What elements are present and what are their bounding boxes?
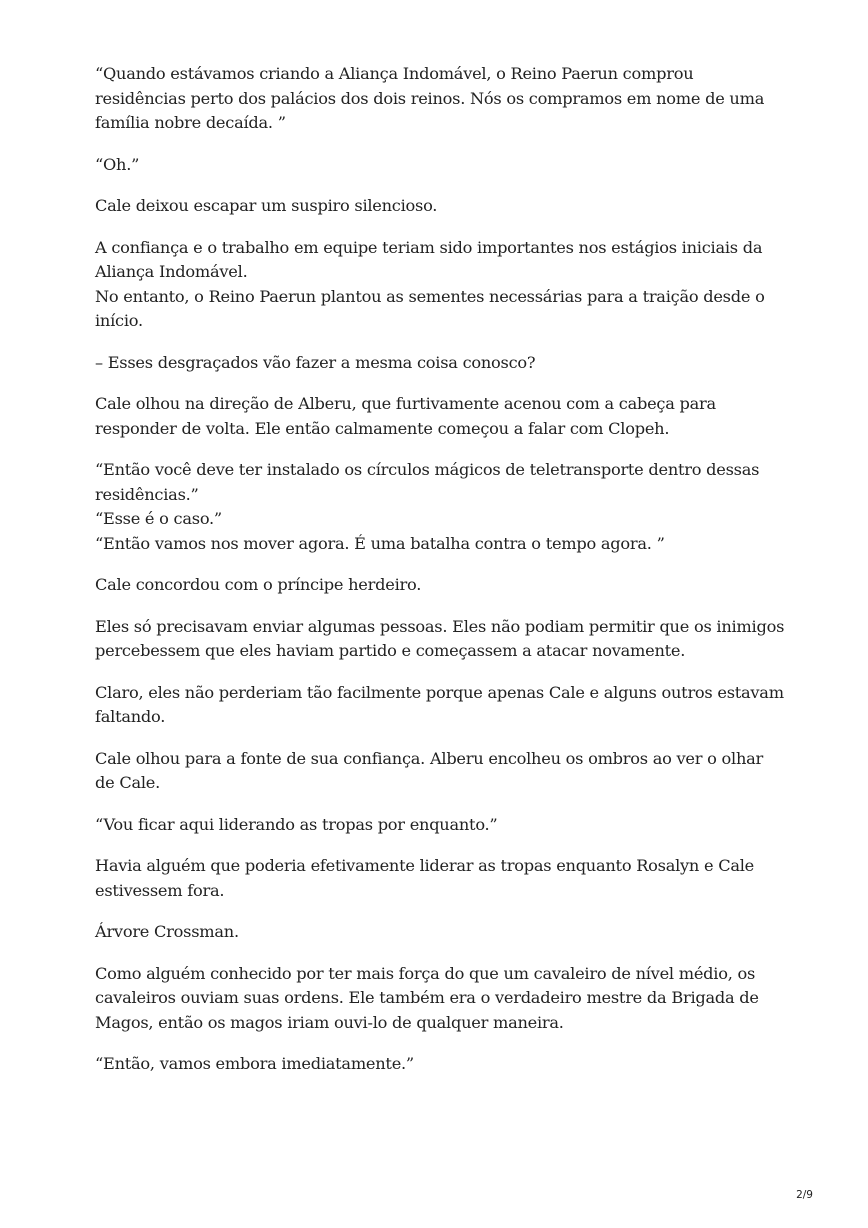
paragraph-line: Cale concordou com o príncipe herdeiro. — [95, 575, 422, 594]
paragraph — [95, 962, 785, 1036]
paragraph-line: – Esses desgraçados vão fazer a mesma coisa conosco? — [95, 352, 536, 372]
paragraph — [95, 1052, 785, 1077]
paragraph-line: A confiança e o trabalho em equipe teriam sido importantes nos estágios iniciais da Aliança Indomável. — [95, 237, 763, 281]
paragraph — [95, 194, 785, 219]
paragraph-line: Cale olhou para a fonte de sua confiança. Alberu encolheu os ombros ao ver o olhar de Cale. — [95, 748, 764, 792]
page-number: 2/9 — [796, 1189, 813, 1201]
paragraph — [95, 62, 785, 136]
paragraph-line: “Quando estávamos criando a Aliança Indomável, o Reino Paerun comprou residências perto dos palácios dos dois reinos. Nós os compramos em nome de uma família nobre decaída. ” — [95, 64, 765, 132]
paragraph-line: Árvore Crossman. — [95, 922, 239, 941]
paragraph — [95, 458, 785, 556]
paragraph-line: “Então você deve ter instalado os círculos mágicos de teletransporte dentro dessas residências.” — [95, 460, 760, 504]
paragraph — [95, 854, 785, 903]
paragraph-line: Havia alguém que poderia efetivamente liderar as tropas enquanto Rosalyn e Cale estivessem fora. — [95, 856, 755, 900]
paragraph — [95, 573, 785, 598]
paragraph — [95, 236, 785, 334]
paragraph — [95, 747, 785, 796]
paragraph-line: Cale deixou escapar um suspiro silencioso. — [95, 196, 438, 215]
paragraph-line: Claro, eles não perderiam tão facilmente porque apenas Cale e alguns outros estavam faltando. — [95, 682, 784, 726]
paragraph-line: Cale olhou na direção de Alberu, que furtivamente acenou com a cabeça para responder de volta. Ele então calmamente começou a falar com Clopeh. — [95, 394, 716, 438]
paragraph-line: No entanto, o Reino Paerun plantou as sementes necessárias para a traição desde o início. — [95, 286, 765, 330]
paragraph — [95, 153, 785, 178]
document-body — [95, 62, 785, 1094]
paragraph-line: “Oh.” — [95, 154, 140, 174]
paragraph — [95, 920, 785, 945]
paragraph — [95, 392, 785, 441]
paragraph-line: “Então, vamos embora imediatamente.” — [95, 1054, 414, 1073]
paragraph — [95, 615, 785, 664]
paragraph — [95, 813, 785, 838]
paragraph-line: Como alguém conhecido por ter mais força do que um cavaleiro de nível médio, os cavaleiros ouviam suas ordens. Ele também era o verdadeiro mestre da Brigada de Magos, então os magos iriam ouvi-lo de qualquer maneira. — [95, 963, 759, 1032]
paragraph — [95, 351, 785, 376]
paragraph-line: Eles só precisavam enviar algumas pessoas. Eles não podiam permitir que os inimigos percebessem que eles haviam partido e começassem a atacar novamente. — [95, 616, 785, 660]
paragraph-line: “Vou ficar aqui liderando as tropas por enquanto.” — [95, 814, 498, 834]
paragraph-line: “Então vamos nos mover agora. É uma batalha contra o tempo agora. ” — [95, 533, 665, 553]
paragraph-line: “Esse é o caso.” — [95, 509, 222, 528]
paragraph — [95, 681, 785, 730]
